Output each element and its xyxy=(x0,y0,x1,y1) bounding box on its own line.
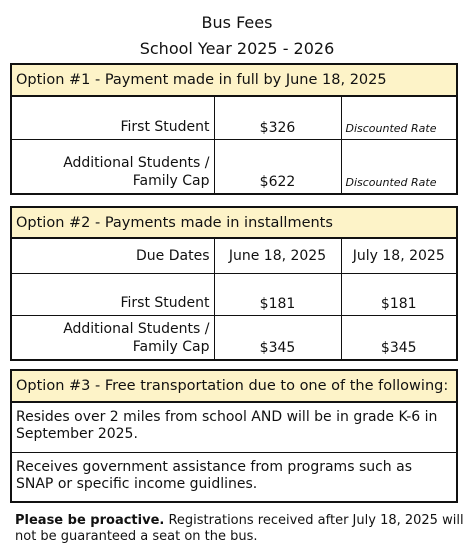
option-3-heading: Option #3 - Free transportation due to one of the following: xyxy=(12,371,456,403)
option-2-table xyxy=(12,239,456,359)
footer-text: Registrations received after July 18, 2025 will not be guaranteed a seat on the bus. xyxy=(15,513,464,544)
table-row xyxy=(12,273,456,315)
option-1-box xyxy=(10,63,458,195)
table-row xyxy=(12,239,456,273)
page-subtitle: School Year 2025 - 2026 xyxy=(139,39,335,58)
option-2-box xyxy=(10,206,458,361)
option-1-heading: Option #1 - Payment made in full by June 18, 2025 xyxy=(12,65,456,97)
due-date-2: July 18, 2025 xyxy=(341,239,456,273)
row-note: Discounted Rate xyxy=(345,176,437,189)
row-label xyxy=(12,273,214,315)
row-amount: $181 xyxy=(341,273,456,315)
row-amount: $345 xyxy=(380,340,417,356)
option-1-table xyxy=(12,97,456,193)
due-date-1: June 18, 2025 xyxy=(214,239,341,273)
table-row xyxy=(12,139,456,193)
row-label xyxy=(12,139,214,193)
row-amount: $181 xyxy=(214,273,341,315)
list-item: Receives government assistance from programs such as SNAP or specific income guidlines. xyxy=(16,459,412,492)
footer-note xyxy=(15,513,465,545)
option-3-box xyxy=(10,369,458,503)
row-amount: $622 xyxy=(214,139,341,193)
row-label xyxy=(12,97,214,139)
row-label-line: First Student xyxy=(120,294,210,311)
footer-bold: Please be proactive. xyxy=(15,513,165,528)
option-2-heading: Option #2 - Payments made in installments xyxy=(12,208,456,239)
row-label xyxy=(12,315,214,359)
row-label-line: First Student xyxy=(120,118,210,135)
page-title: Bus Fees xyxy=(201,13,273,32)
row-amount: $326 xyxy=(214,97,341,139)
row-label-line: Additional Students / xyxy=(63,155,210,171)
row-label-line: Family Cap xyxy=(132,173,210,189)
row-note: Discounted Rate xyxy=(341,97,456,139)
table-row xyxy=(12,97,456,139)
row-label-line: Additional Students / xyxy=(63,321,210,337)
row-label-line: Family Cap xyxy=(132,339,210,355)
due-dates-label: Due Dates xyxy=(12,239,214,273)
table-row xyxy=(12,315,456,359)
list-item: Resides over 2 miles from school AND will be in grade K-6 in September 2025. xyxy=(12,403,456,453)
row-amount: $345 xyxy=(214,315,341,359)
